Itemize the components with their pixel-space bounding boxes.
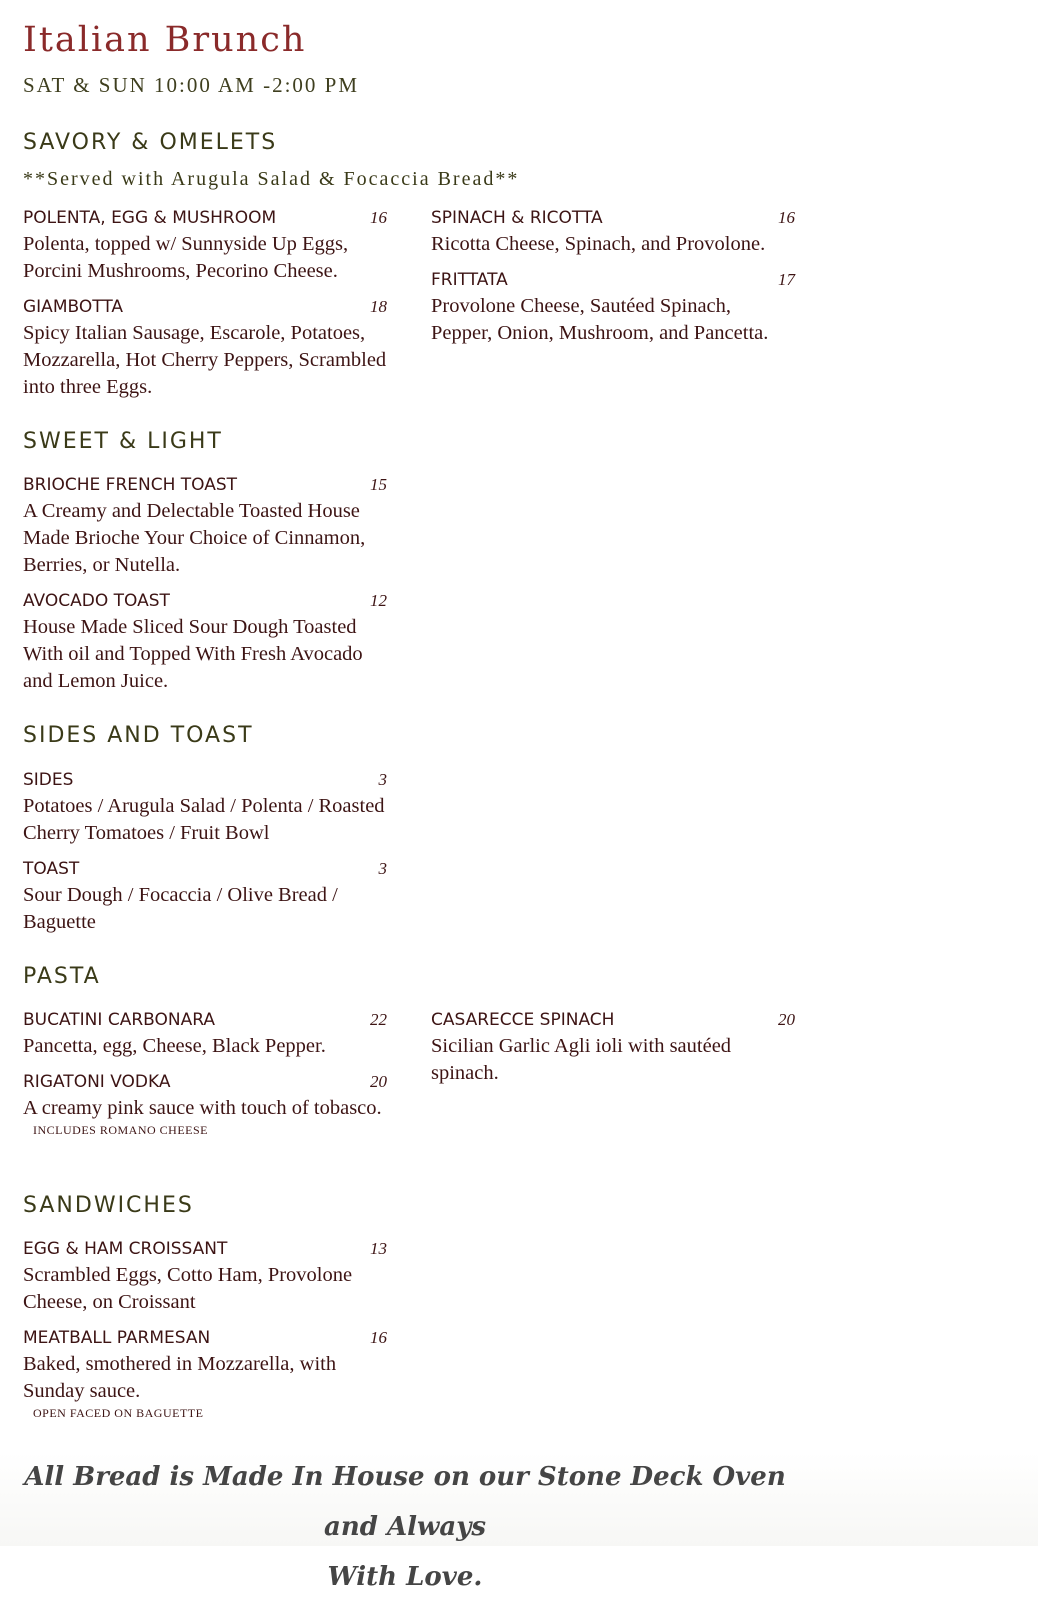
menu-item-spinach-ricotta (431, 208, 795, 258)
item-description: Baked, smothered in Mozzarella, with Sunday sauce. (23, 1353, 337, 1402)
item-price: 16 (370, 1328, 387, 1347)
item-name: BRIOCHE FRENCH TOAST (23, 475, 238, 495)
item-description: Polenta, topped w/ Sunnyside Up Eggs, Porcini Mushrooms, Pecorino Cheese. (23, 233, 349, 282)
item-price: 3 (378, 859, 387, 878)
section-title-savory: SAVORY & OMELETS (23, 130, 278, 155)
section-title-sides: SIDES AND TOAST (23, 723, 254, 748)
item-description: Sour Dough / Focaccia / Olive Bread / Baguette (23, 884, 338, 933)
brunch-hours: SAT & SUN 10:00 AM -2:00 PM (23, 73, 360, 97)
menu-item-casarecce-spinach (431, 1010, 795, 1087)
menu-item-bucatini-carbonara (23, 1010, 387, 1060)
item-name: BUCATINI CARBONARA (23, 1010, 215, 1030)
menu-item-brioche-french-toast (23, 475, 387, 579)
item-price: 15 (370, 475, 387, 494)
item-price: 3 (378, 770, 387, 789)
item-description: House Made Sliced Sour Dough Toasted With oil and Topped With Fresh Avocado and Lemon Juice. (23, 616, 363, 692)
item-name: FRITTATA (431, 270, 508, 290)
item-description: Spicy Italian Sausage, Escarole, Potatoes, Mozzarella, Hot Cherry Peppers, Scrambled into three Eggs. (23, 322, 387, 398)
menu-item-meatball-parmesan (23, 1328, 387, 1421)
item-description: Provolone Cheese, Sautéed Spinach, Pepper, Onion, Mushroom, and Pancetta. (431, 295, 769, 344)
item-description: Sicilian Garlic Agli ioli with sautéed spinach. (431, 1035, 732, 1084)
item-name: RIGATONI VODKA (23, 1072, 171, 1092)
item-price: 18 (370, 297, 387, 316)
item-description: Scrambled Eggs, Cotto Ham, Provolone Cheese, on Croissant (23, 1264, 353, 1313)
item-price: 16 (778, 208, 795, 227)
item-price: 12 (370, 591, 387, 610)
item-price: 20 (370, 1072, 387, 1091)
item-description: A Creamy and Delectable Toasted House Made Brioche Your Choice of Cinnamon, Berries, or Nutella. (23, 500, 366, 576)
menu-item-rigatoni-vodka (23, 1072, 387, 1138)
menu-item-sides (23, 770, 387, 847)
item-price: 16 (370, 208, 387, 227)
item-name: CASARECCE SPINACH (431, 1010, 615, 1030)
menu-item-egg-ham-croissant (23, 1239, 387, 1316)
item-description: Potatoes / Arugula Salad / Polenta / Roasted Cherry Tomatoes / Fruit Bowl (23, 795, 385, 844)
item-name: POLENTA, EGG & MUSHROOM (23, 208, 277, 228)
item-name: EGG & HAM CROISSANT (23, 1239, 228, 1259)
item-note: INCLUDES ROMANO CHEESE (33, 1123, 209, 1137)
footer-line-2: With Love. (327, 1562, 483, 1592)
item-price: 17 (778, 270, 795, 289)
item-description: Ricotta Cheese, Spinach, and Provolone. (431, 233, 766, 255)
menu-item-toast (23, 859, 387, 936)
menu-item-avocado-toast (23, 591, 387, 695)
item-name: SIDES (23, 770, 74, 790)
item-price: 22 (370, 1010, 387, 1029)
item-name: AVOCADO TOAST (23, 591, 170, 611)
item-name: TOAST (23, 859, 80, 879)
menu-title: Italian Brunch (23, 20, 307, 60)
item-note: OPEN FACED ON BAGUETTE (33, 1406, 204, 1420)
section-note-savory: **Served with Arugula Salad & Focaccia Bread** (23, 168, 520, 190)
item-price: 13 (370, 1239, 387, 1258)
section-title-sandwiches: SANDWICHES (23, 1193, 194, 1218)
section-title-pasta: PASTA (23, 964, 101, 989)
item-name: MEATBALL PARMESAN (23, 1328, 211, 1348)
item-description: A creamy pink sauce with touch of tobasco. (23, 1097, 382, 1119)
item-name: SPINACH & RICOTTA (431, 208, 603, 228)
menu-item-polenta (23, 208, 387, 285)
item-name: GIAMBOTTA (23, 297, 124, 317)
footer-tagline (20, 1452, 790, 1602)
menu-item-giambotta (23, 297, 387, 401)
section-title-sweet: SWEET & LIGHT (23, 429, 223, 454)
item-description: Pancetta, egg, Cheese, Black Pepper. (23, 1035, 326, 1057)
item-price: 20 (778, 1010, 795, 1029)
footer-line-1: All Bread is Made In House on our Stone Deck Oven and Always (24, 1462, 786, 1542)
menu-item-frittata (431, 270, 795, 347)
